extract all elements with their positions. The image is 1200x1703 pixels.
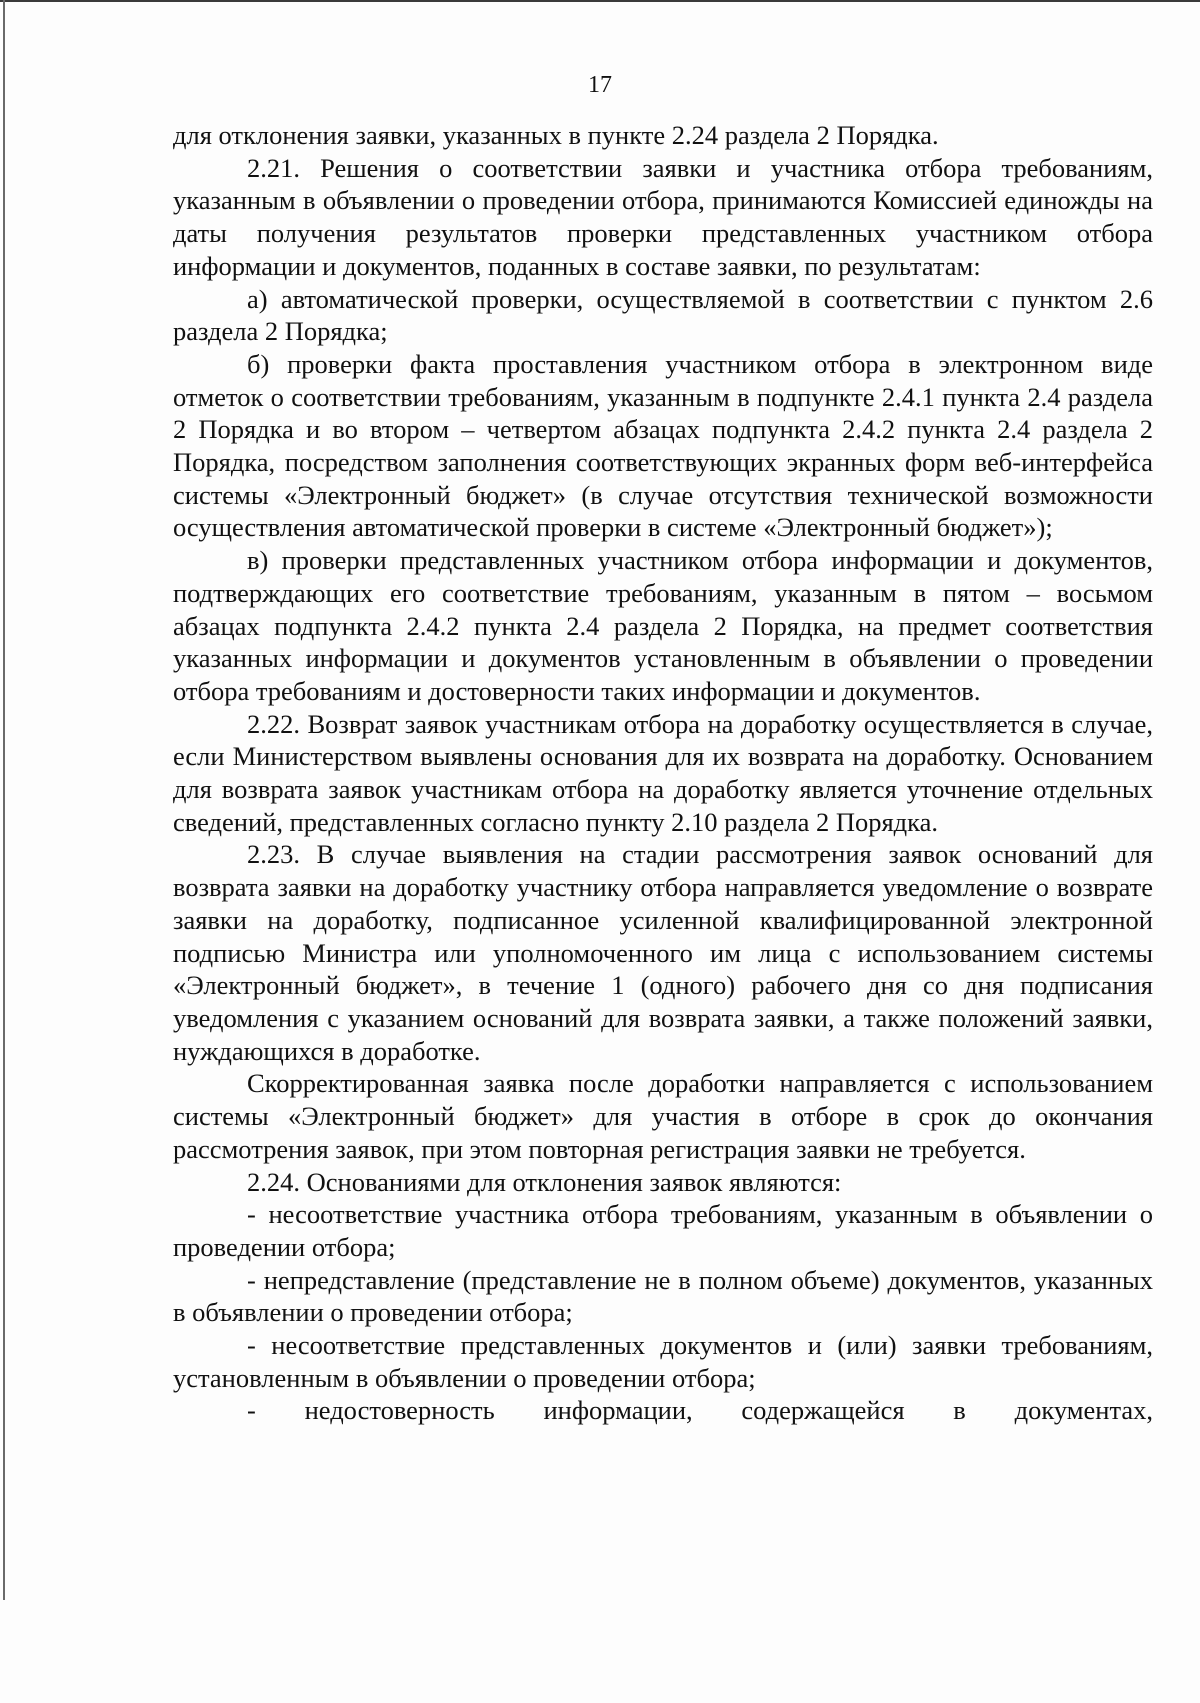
page-number: 17 (588, 72, 612, 98)
document-body (173, 119, 1153, 1427)
scan-edge-left (3, 0, 5, 1600)
rejection-ground-2: - непредставление (представление не в полном объеме) документов, указанных в объявлении о проведении отбора; (173, 1264, 1153, 1328)
rejection-ground-4: - недостоверность информации, содержащейся в документах, (247, 1395, 1153, 1426)
list-item-a: а) автоматической проверки, осуществляемой в соответствии с пунктом 2.6 раздела 2 Порядка; (173, 283, 1153, 347)
paragraph-2-21: 2.21. Решения о соответствии заявки и участника отбора требованиям, указанным в объявлении о проведении отбора, принимаются Комиссией единожды на даты получения результатов проверки представленных участником отбора информации и документов, поданных в составе заявки, по результатам: (173, 152, 1153, 281)
scan-edge-top (0, 0, 1200, 2)
paragraph-2-24: 2.24. Основаниями для отклонения заявок являются: (247, 1166, 842, 1197)
rejection-ground-1: - несоответствие участника отбора требованиям, указанным в объявлении о проведении отбора; (173, 1199, 1153, 1262)
paragraph-2-23: 2.23. В случае выявления на стадии рассмотрения заявок оснований для возврата заявки на доработку участнику отбора направляется уведомление о возврате заявки на доработку, подписанное усиленной квалифицированной электронной подписью Министра или уполномоченного им лица с использованием системы «Электронный бюджет», в течение 1 (одного) рабочего дня со дня подписания уведомления с указанием оснований для возврата заявки, а также положений заявки, нуждающихся в доработке. (173, 839, 1153, 1066)
paragraph-continuation: для отклонения заявки, указанных в пункте 2.24 раздела 2 Порядка. (173, 120, 939, 150)
list-item-b: б) проверки факта проставления участником отбора в электронном виде отметок о соответствии требованиям, указанным в подпункте 2.4.1 пункта 2.4 раздела 2 Порядка и во втором – четвертом абзацах подпункта 2.4.2 пункта 2.4 раздела 2 Порядка, посредством заполнения соответствующих экранных форм веб-интерфейса системы «Электронный бюджет» (в случае отсутствия технической возможности осуществления автоматической проверки в системе «Электронный бюджет»); (173, 348, 1153, 543)
rejection-ground-3: - несоответствие представленных документов и (или) заявки требованиям, установленным в объявлении о проведении отбора; (173, 1330, 1153, 1393)
list-item-v: в) проверки представленных участником отбора информации и документов, подтверждающих его соответствие требованиям, указанным в пятом – восьмом абзацах подпункта 2.4.2 пункта 2.4 раздела 2 Порядка, на предмет соответствия указанных информации и документов установленным в объявлении о проведении отбора требованиям и достоверности таких информации и документов. (173, 545, 1153, 706)
paragraph-corrected-application: Скорректированная заявка после доработки направляется с использованием системы «Электронный бюджет» для участия в отборе в срок до окончания рассмотрения заявок, при этом повторная регистрация заявки не требуется. (173, 1068, 1153, 1164)
paragraph-2-22: 2.22. Возврат заявок участникам отбора на доработку осуществляется в случае, если Министерством выявлены основания для их возврата на доработку. Основанием для возврата заявок участникам отбора на доработку является уточнение отдельных сведений, представленных согласно пункту 2.10 раздела 2 Порядка. (173, 708, 1153, 837)
